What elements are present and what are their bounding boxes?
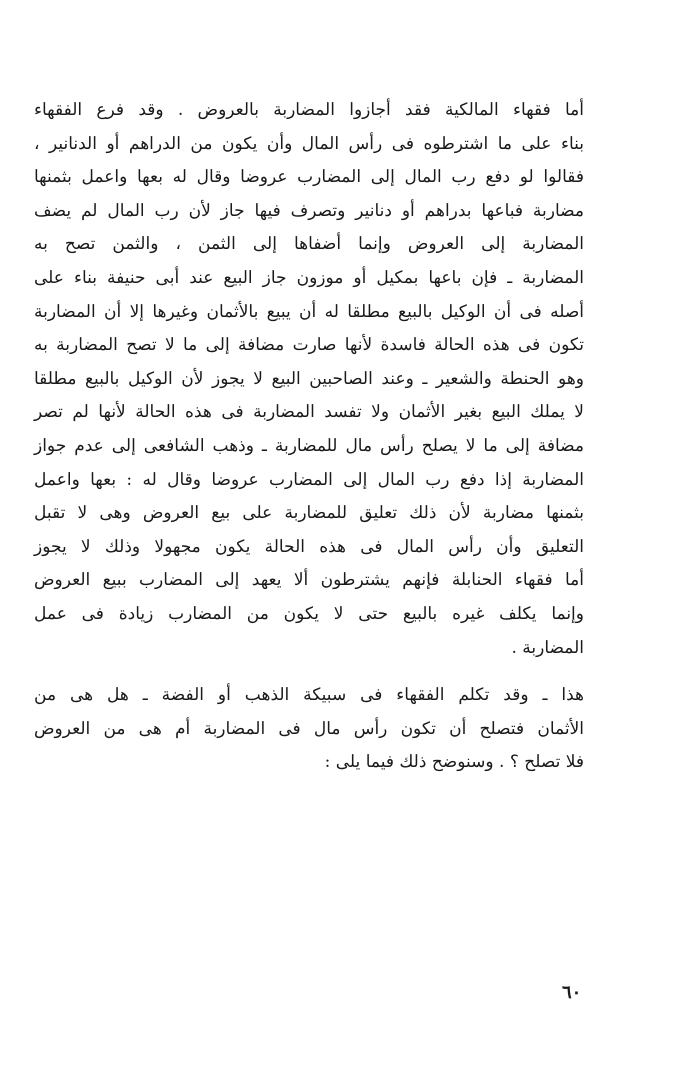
text-line: أصله فى أن الوكيل بالبيع مطلقا له أن يبيع بالأثمان وغيرها إلا أن المضاربة	[34, 301, 584, 322]
text-line: وهو الحنطة والشعير ـ وعند الصاحبين البيع لا يجوز لأن الوكيل بالبيع مطلقا	[34, 368, 584, 389]
text-line: هذا ـ وقد تكلم الفقهاء فى سبيكة الذهب أو الفضة ـ هل هى من	[34, 685, 584, 705]
paragraph-1	[34, 94, 584, 665]
text-line: مضاربة فباعها بدراهم أو دنانير وتصرف فيها جاز لأن رب المال لم يضف	[34, 200, 584, 221]
text-line: الأثمان فتصلح أن تكون رأس مال فى المضاربة أم هى من العروض	[34, 718, 584, 739]
text-line: المضاربة .	[511, 637, 584, 658]
paragraph-2	[34, 679, 584, 780]
text-line: أما فقهاء المالكية فقد أجازوا المضاربة بالعروض . وقد فرع الفقهاء	[34, 100, 584, 120]
text-line: بناء على ما اشترطوه فى رأس المال وأن يكون من الدراهم أو الدنانير ،	[34, 133, 584, 154]
text-line: المضاربة إذا دفع رب المال إلى المضارب عروضا وقال له : بعها واعمل	[34, 469, 584, 490]
text-line: لا يملك البيع بغير الأثمان ولا تفسد المضاربة فى هذه الحالة لأنها لم تصر	[34, 402, 584, 423]
text-line: المضاربة ـ فإن باعها بمكيل أو موزون جاز البيع عند أبى حنيفة بناء على	[34, 267, 584, 288]
text-line: فقالوا لو دفع رب المال إلى المضارب عروضا وقال له بعها واعمل بثمنها	[34, 167, 584, 188]
text-line: التعليق وأن رأس المال فى هذه الحالة يكون مجهولا وذلك لا يجوز	[34, 536, 584, 557]
text-line: وإنما يكلف غيره بالبيع حتى لا يكون من المضارب زيادة فى عمل	[34, 603, 584, 624]
text-line: المضاربة إلى العروض وإنما أضفاها إلى الثمن ، والثمن تصح به	[34, 234, 584, 255]
page-number: ٦٠	[562, 982, 582, 1003]
text-line: فلا تصلح ؟ . وسنوضح ذلك فيما يلى :	[324, 752, 584, 773]
text-line: بثمنها مضاربة لأن ذلك تعليق للمضاربة على بيع العروض وهى لا تقبل	[34, 503, 584, 524]
text-line: مضافة إلى ما لا يصلح رأس مال للمضاربة ـ وذهب الشافعى إلى عدم جواز	[34, 435, 584, 456]
text-line: أما فقهاء الحنابلة فإنهم يشترطون ألا يعهد إلى المضارب ببيع العروض	[34, 570, 584, 591]
text-line: تكون فى هذه الحالة فاسدة لأنها صارت مضافة إلى ما لا تصح المضاربة به	[34, 335, 584, 356]
